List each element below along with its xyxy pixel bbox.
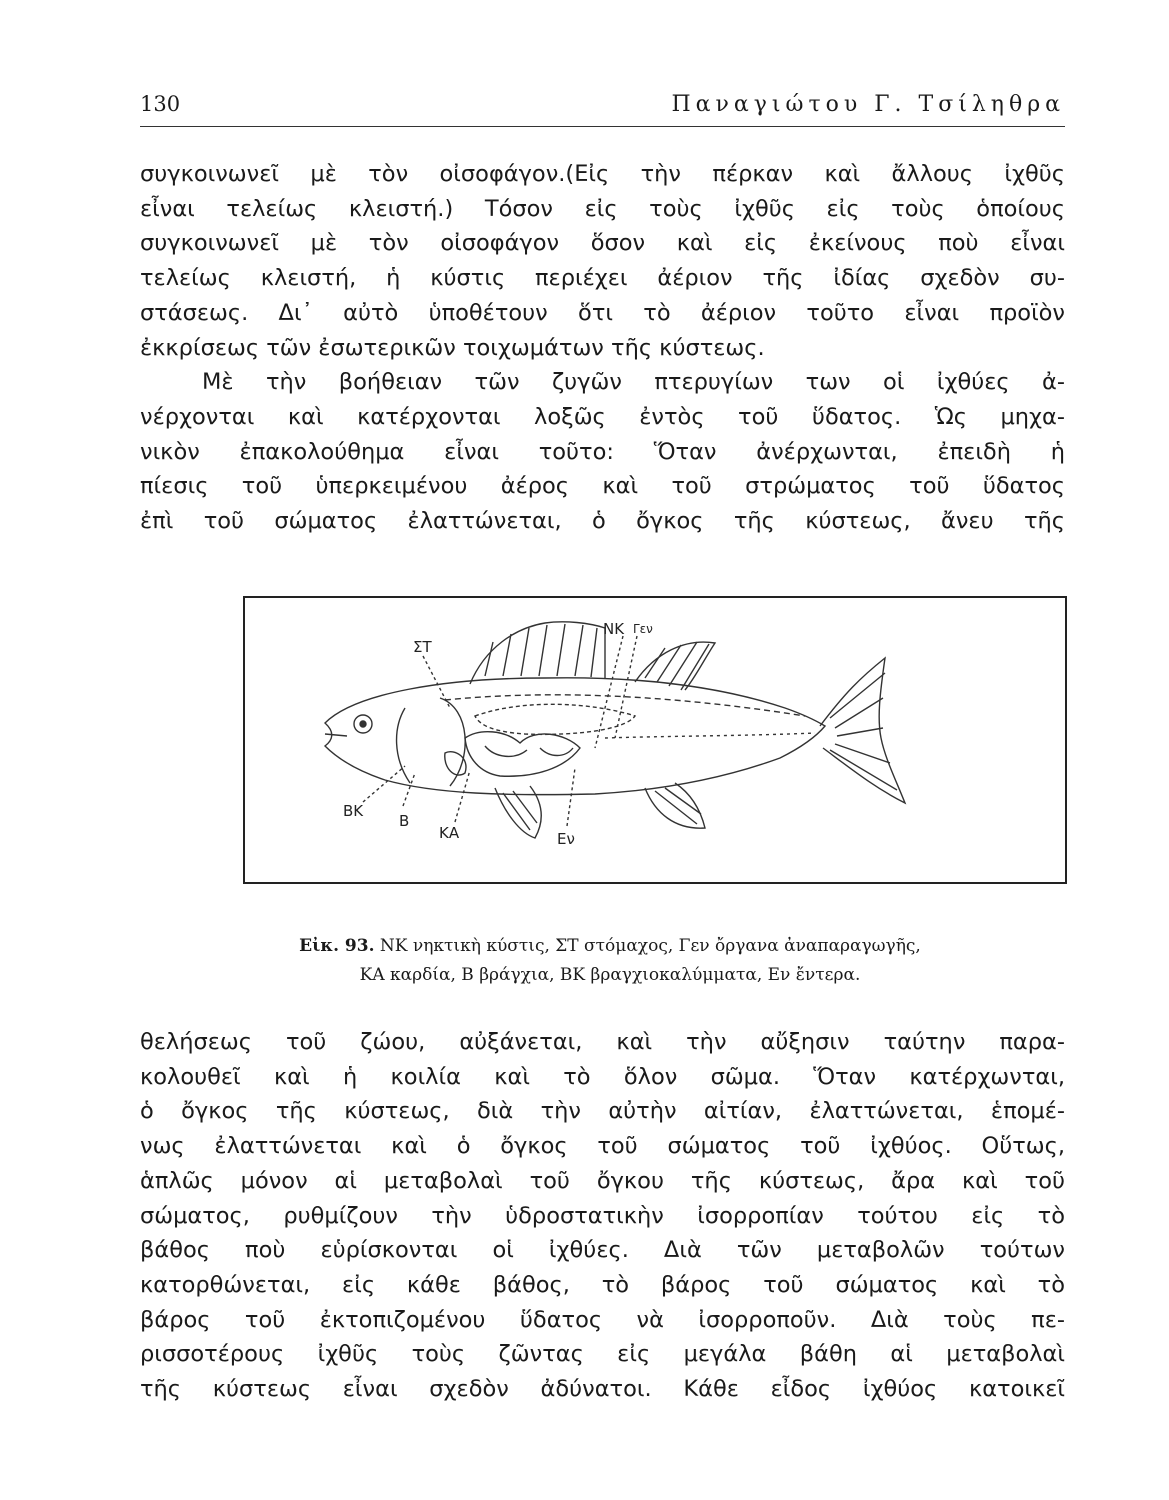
- text-line: θελήσεως τοῦ ζώου, αὐξάνεται, καὶ τὴν αὔξησιν ταύτην παρα-: [140, 1029, 1065, 1055]
- page-header: [140, 90, 1065, 126]
- text-line: Μὲ τὴν βοήθειαν τῶν ζυγῶν πτερυγίων των οἱ ἰχθύες ἀ-: [202, 369, 1065, 396]
- text-line: ἐκκρίσεως τῶν ἐσωτερικῶν τοιχωμάτων τῆς κύστεως.: [140, 334, 765, 361]
- text-line: ρισσοτέρους ἰχθῦς τοὺς ζῶντας εἰς μεγάλα βάθη αἱ μεταβολαὶ: [140, 1341, 1065, 1368]
- text-line: νως ἐλαττώνεται καὶ ὁ ὄγκος τοῦ σώματος τοῦ ἰχθύος. Οὕτως,: [140, 1133, 1065, 1160]
- label-gen: Γεν: [633, 622, 653, 636]
- text-line: βάθος ποὺ εὑρίσκονται οἱ ἰχθύες. Διὰ τῶν μεταβολῶν τούτων: [140, 1237, 1065, 1264]
- gill-cover: [397, 708, 410, 783]
- text-line: σώματος, ρυθμίζουν τὴν ὑδροστατικὴν ἰσορροπίαν τούτου εἰς τὸ: [140, 1202, 1065, 1229]
- caption-line1: ΝΚ νηκτικὴ κύστις, ΣΤ στόμαχος, Γεν ὄργανα ἀναπαραγωγῆς,: [379, 936, 921, 956]
- page-number: 130: [140, 92, 181, 116]
- text-line: κατορθώνεται, εἰς κάθε βάθος, τὸ βάρος τοῦ σώματος καὶ τὸ: [140, 1271, 1065, 1298]
- anal-fin: [645, 783, 705, 828]
- dorsal-fin-soft: [635, 642, 715, 690]
- text-line: τῆς κύστεως εἶναι σχεδὸν ἀδύνατοι. Κάθε εἶδος ἰχθύος κατοικεῖ: [140, 1376, 1065, 1403]
- label-bk: ΒΚ: [343, 802, 364, 820]
- header-rule: [140, 126, 1065, 127]
- swim-bladder-outline: [475, 704, 635, 734]
- running-head: Παναγιώτου Γ. Τσίληθρα: [671, 92, 1065, 117]
- text-line: βάρος τοῦ ἐκτοπιζομένου ὕδατος νὰ ἰσορροποῦν. Διὰ τοὺς πε-: [140, 1306, 1065, 1333]
- label-st: ΣΤ: [413, 638, 432, 656]
- fish-illustration: [245, 598, 1065, 882]
- caption-number: Εἰκ. 93.: [299, 936, 375, 956]
- label-ka: ΚΑ: [439, 824, 460, 842]
- text-line: κολουθεῖ καὶ ἡ κοιλία καὶ τὸ ὅλον σῶμα. Ὅταν κατέρχωνται,: [140, 1063, 1065, 1090]
- text-line: συγκοινωνεῖ μὲ τὸν οἰσοφάγον ὅσον καὶ εἰς ἐκείνους ποὺ εἶναι: [140, 230, 1065, 257]
- label-nk: ΝΚ: [603, 620, 625, 638]
- text-line: ἐπὶ τοῦ σώματος ἐλαττώνεται, ὁ ὄγκος τῆς κύστεως, ἄνευ τῆς: [140, 508, 1065, 535]
- text-line: νέρχονται καὶ κατέρχονται λοξῶς ἐντὸς τοῦ ὕδατος. Ὡς μηχα-: [140, 403, 1065, 430]
- fish-anatomy-figure: [243, 596, 1067, 884]
- internal-organs: [465, 732, 580, 777]
- fish-mouth: [325, 734, 347, 736]
- label-en: Εν: [557, 830, 575, 848]
- text-line: νικὸν ἐπακολούθημα εἶναι τοῦτο: Ὅταν ἀνέρχωνται, ἐπειδὴ ἡ: [140, 438, 1065, 465]
- body-text-bottom: [140, 1025, 1065, 1407]
- label-b: Β: [399, 812, 410, 830]
- figure-caption: [180, 932, 1040, 990]
- text-line: εἶναι τελείως κλειστή.) Τόσον εἰς τοὺς ἰχθῦς εἰς τοὺς ὁποίους: [140, 195, 1065, 222]
- text-line: ὁ ὄγκος τῆς κύστεως, διὰ τὴν αὐτὴν αἰτίαν, ἐλαττώνεται, ἑπομέ-: [140, 1098, 1065, 1125]
- caption-line2: ΚΑ καρδία, Β βράγχια, ΒΚ βραγχιοκαλύμματα, Εν ἔντερα.: [359, 965, 861, 985]
- body-text-top: [140, 157, 1065, 539]
- text-line: ἁπλῶς μόνον αἱ μεταβολαὶ τοῦ ὄγκου τῆς κύστεως, ἄρα καὶ τοῦ: [140, 1167, 1065, 1194]
- text-line: τελείως κλειστή, ἡ κύστις περιέχει ἀέριον τῆς ἰδίας σχεδὸν συ-: [140, 265, 1065, 292]
- text-line: στάσεως. Δι᾽ αὐτὸ ὑποθέτουν ὅτι τὸ ἀέριον τοῦτο εἶναι προϊὸν: [140, 299, 1065, 326]
- tail-fin: [820, 658, 905, 803]
- text-line: πίεσις τοῦ ὑπερκειμένου ἀέρος καὶ τοῦ στρώματος τοῦ ὕδατος: [140, 473, 1065, 500]
- text-line: συγκοινωνεῖ μὲ τὸν οἰσοφάγον.(Εἰς τὴν πέρκαν καὶ ἄλλους ἰχθῦς: [140, 161, 1065, 187]
